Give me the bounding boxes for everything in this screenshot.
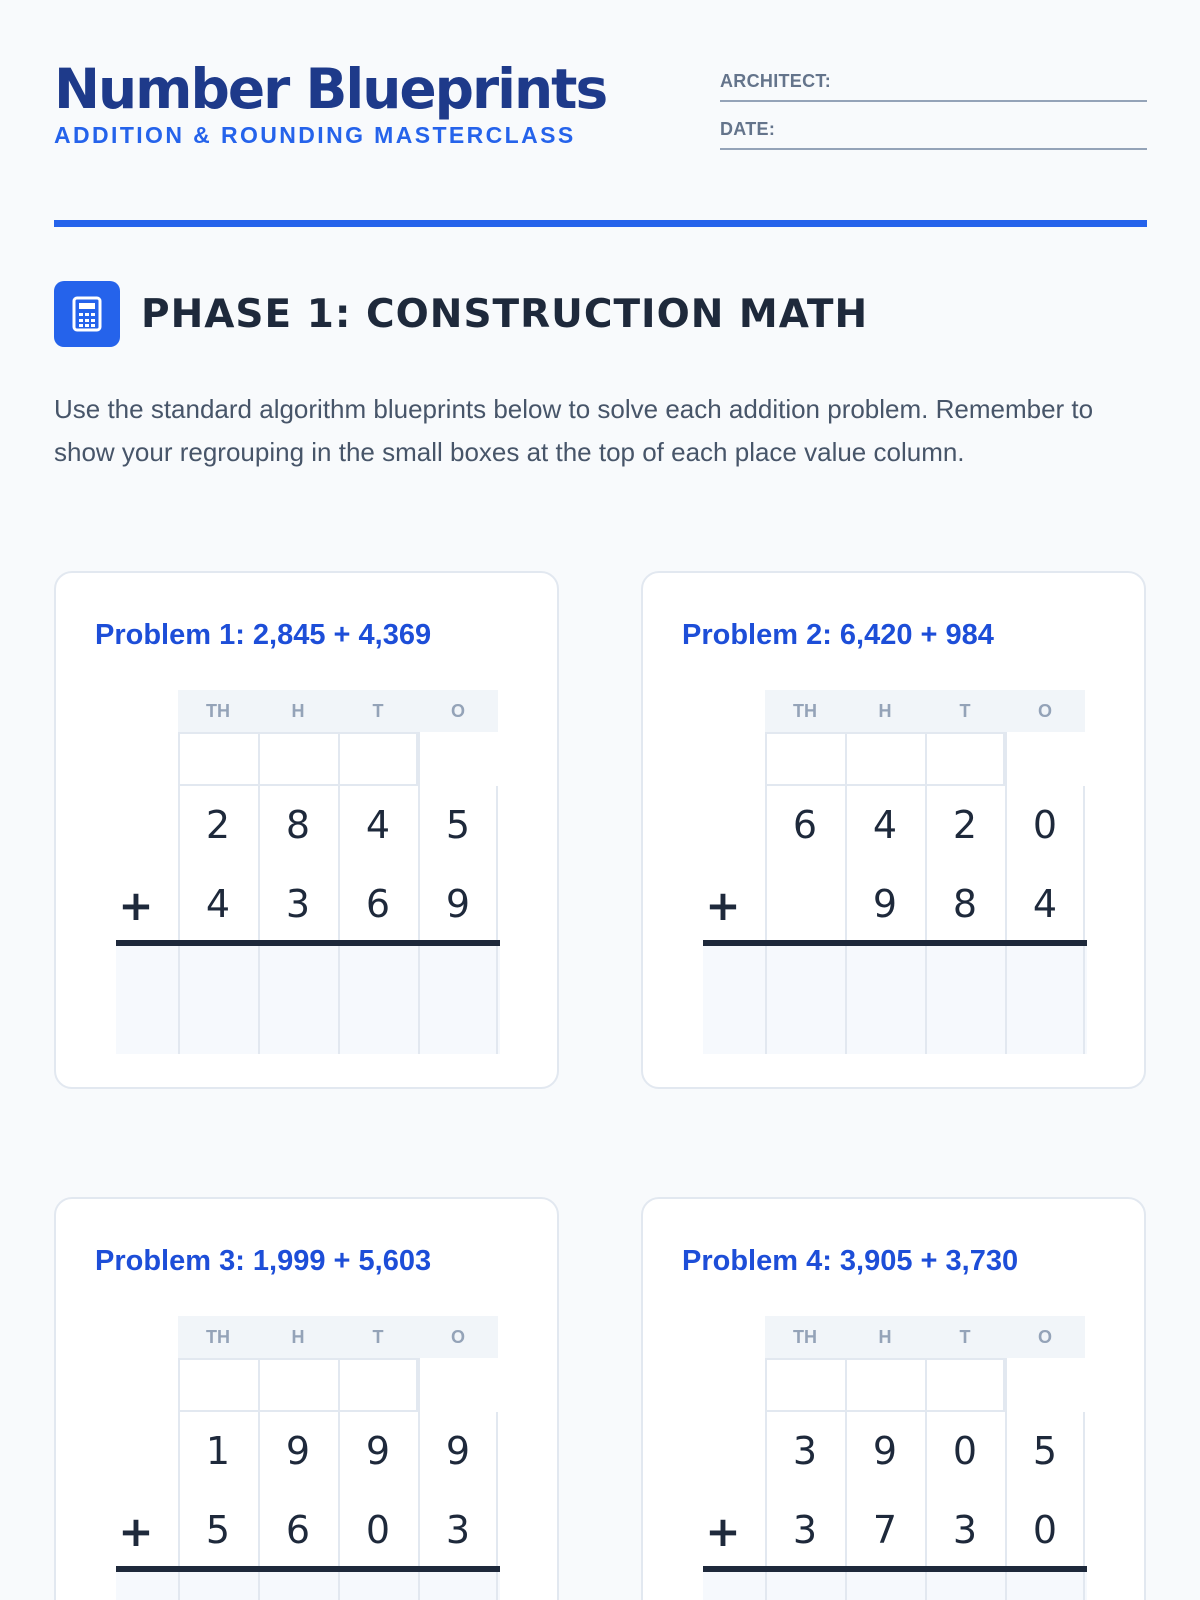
answer-area[interactable] (703, 1572, 1087, 1600)
regroup-boxes[interactable] (178, 732, 418, 786)
answer-area[interactable] (116, 1572, 500, 1600)
answer-area[interactable] (116, 946, 500, 1054)
place-value-label: T (959, 1327, 971, 1347)
column-line (765, 732, 767, 1054)
addend-digit-bottom: 0 (365, 1508, 391, 1552)
addend-digit-bottom: 8 (952, 882, 978, 926)
addition-blueprint (116, 1316, 500, 1600)
addend-digit-bottom: 4 (205, 882, 231, 926)
place-value-header (925, 1316, 1005, 1358)
place-value-label: T (372, 701, 384, 721)
addend-digit-top: 9 (285, 1429, 311, 1473)
problem-card (54, 1197, 559, 1600)
addend-digit-bottom: 6 (285, 1508, 311, 1552)
addition-blueprint (703, 690, 1087, 1054)
regroup-boxes[interactable] (178, 1358, 418, 1412)
addition-blueprint (116, 690, 500, 1054)
addend-digit-top: 9 (445, 1429, 471, 1473)
problem-card (641, 571, 1146, 1089)
addend-digit-top: 3 (792, 1429, 818, 1473)
place-value-header (765, 1316, 845, 1358)
place-value-label: O (450, 701, 465, 721)
regroup-boxes[interactable] (765, 732, 1005, 786)
addend-digit-top: 9 (365, 1429, 391, 1473)
place-value-header (925, 690, 1005, 732)
addend-digit-top: 4 (365, 803, 391, 847)
problem-card (54, 571, 559, 1089)
sum-line (703, 1566, 1087, 1572)
sum-line (116, 1566, 500, 1572)
addend-digit-top: 5 (445, 803, 471, 847)
place-value-header (258, 1316, 338, 1358)
place-value-label: H (878, 1327, 892, 1347)
architect-label: ARCHITECT: (720, 71, 831, 91)
plus-sign: + (705, 1507, 741, 1556)
place-value-header (765, 690, 845, 732)
addend-digit-bottom: 3 (445, 1508, 471, 1552)
addend-digit-bottom: 3 (285, 882, 311, 926)
place-value-header (338, 1316, 418, 1358)
addend-digit-top: 4 (872, 803, 898, 847)
addend-digit-bottom: 3 (952, 1508, 978, 1552)
place-value-label: TH (793, 701, 817, 721)
place-value-label: O (1037, 701, 1052, 721)
place-value-label: H (878, 701, 892, 721)
worksheet-title: Number Blueprints (54, 57, 607, 121)
addend-digit-top: 9 (872, 1429, 898, 1473)
addend-digit-top: 6 (792, 803, 818, 847)
place-value-label: O (1037, 1327, 1052, 1347)
place-value-header (178, 690, 258, 732)
addition-blueprint (703, 1316, 1087, 1600)
worksheet-subtitle: ADDITION & ROUNDING MASTERCLASS (54, 122, 576, 148)
place-value-header (845, 690, 925, 732)
place-value-label: T (959, 701, 971, 721)
addend-digit-top: 2 (952, 803, 978, 847)
addend-digit-bottom: 5 (205, 1508, 231, 1552)
section-header (54, 281, 868, 347)
place-value-header (418, 1316, 498, 1358)
architect-field[interactable] (720, 54, 1147, 102)
addend-digit-top: 0 (1032, 803, 1058, 847)
addend-digit-bottom: 6 (365, 882, 391, 926)
sum-line (703, 940, 1087, 946)
problem-title: Problem 3: 1,999 + 5,603 (95, 1245, 432, 1277)
date-label: DATE: (720, 119, 776, 139)
problem-title: Problem 1: 2,845 + 4,369 (95, 619, 432, 651)
place-value-label: T (372, 1327, 384, 1347)
place-value-header (845, 1316, 925, 1358)
addend-digit-top: 2 (205, 803, 231, 847)
calculator-icon (54, 281, 120, 347)
place-value-label: O (450, 1327, 465, 1347)
addend-digit-top: 0 (952, 1429, 978, 1473)
answer-area[interactable] (703, 946, 1087, 1054)
addend-digit-bottom: 3 (792, 1508, 818, 1552)
problem-title: Problem 4: 3,905 + 3,730 (682, 1245, 1019, 1277)
place-value-header (258, 690, 338, 732)
place-value-header (418, 690, 498, 732)
place-value-header (1005, 1316, 1085, 1358)
worksheet-header (54, 54, 1147, 164)
addend-digit-bottom: 4 (1032, 882, 1058, 926)
section-title: PHASE 1: CONSTRUCTION MATH (141, 291, 869, 337)
plus-sign: + (705, 881, 741, 930)
plus-sign: + (118, 1507, 154, 1556)
plus-sign: + (118, 881, 154, 930)
addend-digit-bottom: 9 (872, 882, 898, 926)
place-value-label: TH (793, 1327, 817, 1347)
instructions-text: Use the standard algorithm blueprints below to solve each addition problem. Remember to show your regrouping in the small boxes at the top of each place value column. (54, 394, 1094, 467)
place-value-header (338, 690, 418, 732)
addend-digit-top: 1 (205, 1429, 231, 1473)
addend-digit-top: 5 (1032, 1429, 1058, 1473)
place-value-header (178, 1316, 258, 1358)
problem-card (641, 1197, 1146, 1600)
sum-line (116, 940, 500, 946)
regroup-boxes[interactable] (765, 1358, 1005, 1412)
place-value-label: H (291, 701, 305, 721)
header-divider (54, 220, 1147, 227)
place-value-label: TH (206, 1327, 230, 1347)
place-value-label: TH (206, 701, 230, 721)
problem-title: Problem 2: 6,420 + 984 (682, 619, 994, 651)
place-value-header (1005, 690, 1085, 732)
addend-digit-bottom: 9 (445, 882, 471, 926)
date-field[interactable] (720, 102, 1147, 150)
addend-digit-bottom: 0 (1032, 1508, 1058, 1552)
addend-digit-top: 8 (285, 803, 311, 847)
place-value-label: H (291, 1327, 305, 1347)
addend-digit-bottom: 7 (872, 1508, 898, 1552)
